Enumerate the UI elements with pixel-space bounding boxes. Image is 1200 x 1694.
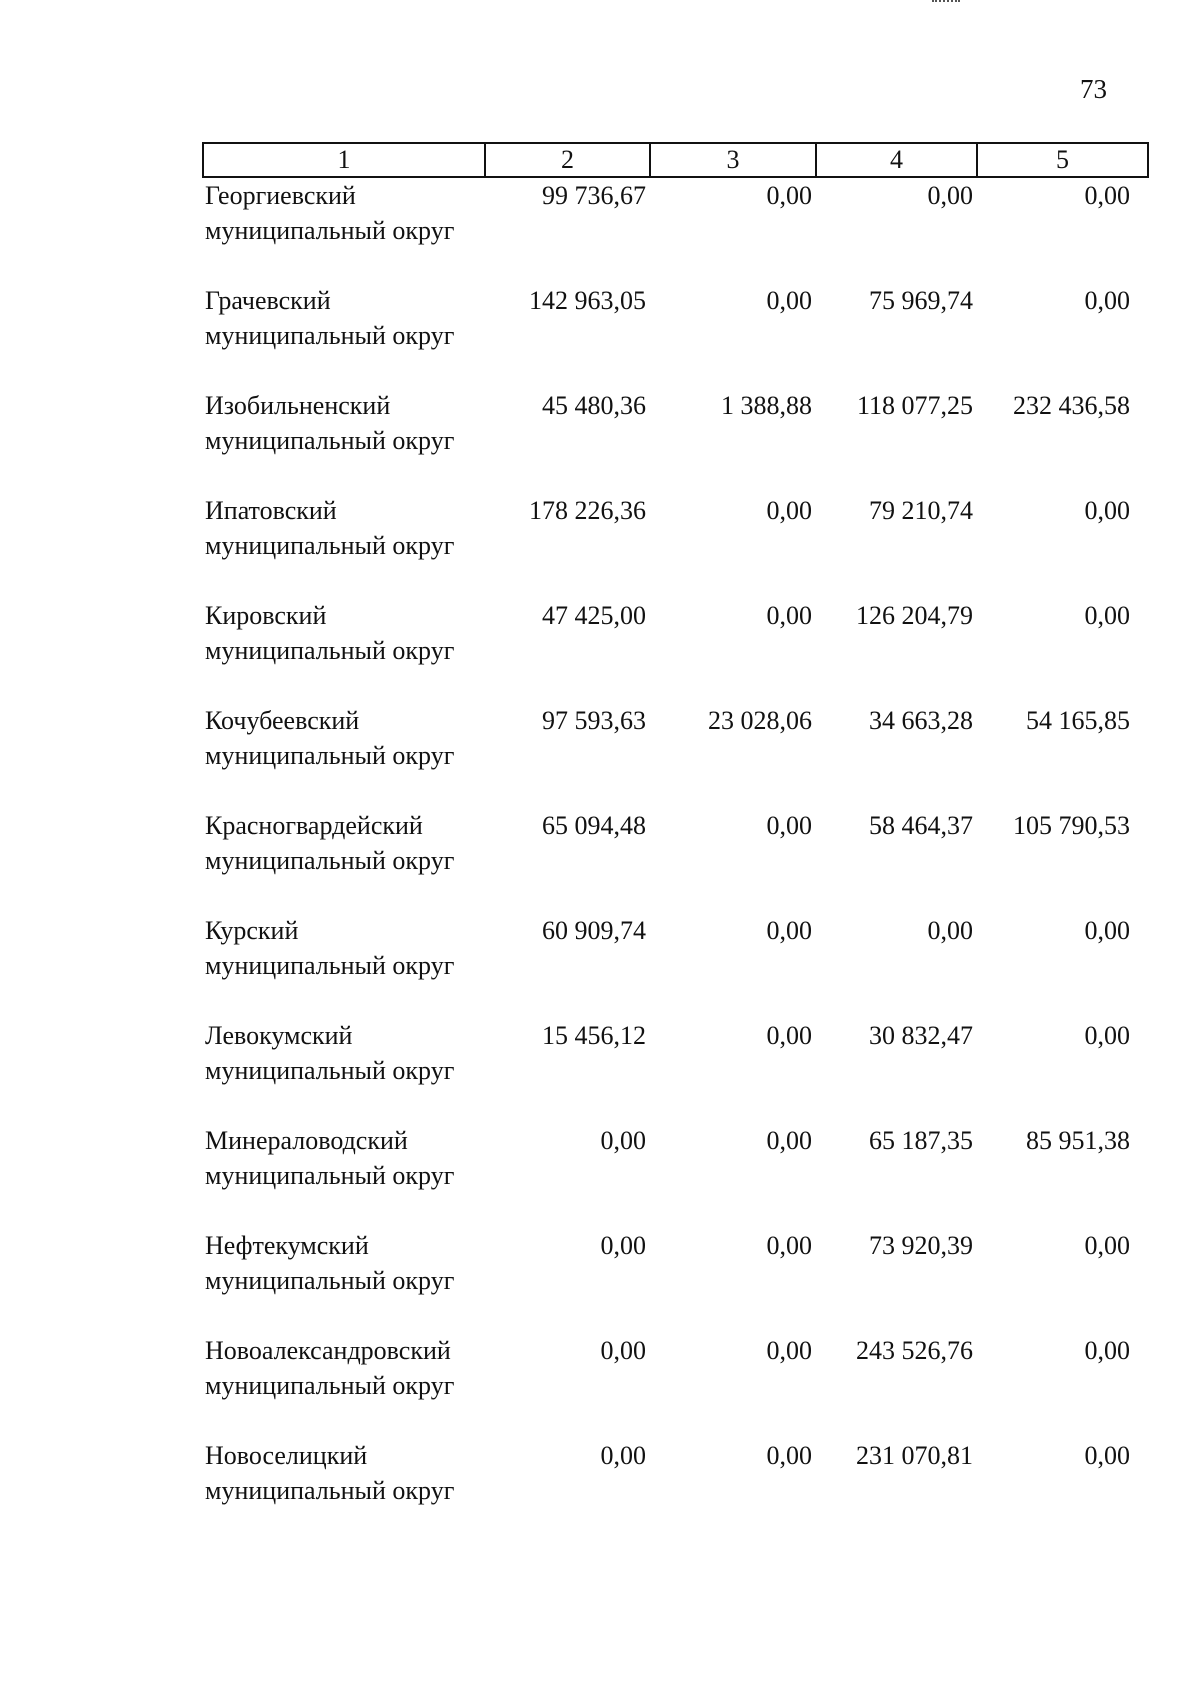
district-type: муниципальный округ bbox=[205, 426, 455, 455]
column-header-1: 1 bbox=[203, 143, 485, 177]
value-cell-col-2: 0,00 bbox=[600, 1126, 646, 1155]
district-name-cell bbox=[203, 1018, 485, 1123]
district-name-cell bbox=[203, 913, 485, 1018]
value-cell-col-2: 60 909,74 bbox=[542, 916, 646, 945]
value-cell-col-3: 0,00 bbox=[766, 181, 812, 210]
district-name: Ипатовский bbox=[205, 496, 337, 525]
column-header-3: 3 bbox=[650, 143, 816, 177]
value-cell-col-5: 54 165,85 bbox=[1026, 706, 1130, 735]
district-type: муниципальный округ bbox=[205, 1056, 455, 1085]
table-row bbox=[203, 493, 1148, 598]
value-cell-col-5: 0,00 bbox=[1084, 1336, 1130, 1365]
value-cell-col-4: 0,00 bbox=[927, 916, 973, 945]
district-name: Курский bbox=[205, 916, 299, 945]
district-name-cell bbox=[203, 703, 485, 808]
value-cell-col-3: 0,00 bbox=[766, 1231, 812, 1260]
table-row bbox=[203, 913, 1148, 1018]
district-type: муниципальный округ bbox=[205, 846, 455, 875]
value-cell-col-4: 75 969,74 bbox=[869, 286, 973, 315]
district-type: муниципальный округ bbox=[205, 1371, 455, 1400]
value-cell-col-4: 231 070,81 bbox=[856, 1441, 973, 1470]
table-row bbox=[203, 703, 1148, 808]
table-row bbox=[203, 388, 1148, 493]
district-type: муниципальный округ bbox=[205, 1161, 455, 1190]
district-name-cell bbox=[203, 1123, 485, 1228]
value-cell-col-4: 30 832,47 bbox=[869, 1021, 973, 1050]
district-type: муниципальный округ bbox=[205, 1266, 455, 1295]
value-cell-col-2: 65 094,48 bbox=[542, 811, 646, 840]
district-type: муниципальный округ bbox=[205, 951, 455, 980]
district-name: Георгиевский bbox=[205, 181, 356, 210]
district-name: Левокумский bbox=[205, 1021, 353, 1050]
value-cell-col-4: 58 464,37 bbox=[869, 811, 973, 840]
value-cell-col-2: 0,00 bbox=[600, 1231, 646, 1260]
column-header-2: 2 bbox=[485, 143, 650, 177]
value-cell-col-3: 1 388,88 bbox=[721, 391, 812, 420]
table-row bbox=[203, 1228, 1148, 1333]
table-row bbox=[203, 177, 1148, 283]
value-cell-col-5: 0,00 bbox=[1084, 496, 1130, 525]
value-cell-col-2: 15 456,12 bbox=[542, 1021, 646, 1050]
value-cell-col-2: 142 963,05 bbox=[529, 286, 646, 315]
value-cell-col-5: 105 790,53 bbox=[1013, 811, 1130, 840]
district-name: Новоселицкий bbox=[205, 1441, 368, 1470]
district-type: муниципальный округ bbox=[205, 216, 455, 245]
district-type: муниципальный округ bbox=[205, 321, 455, 350]
district-name: Кировский bbox=[205, 601, 327, 630]
value-cell-col-4: 0,00 bbox=[927, 181, 973, 210]
table-body bbox=[203, 177, 1148, 1543]
value-cell-col-4: 65 187,35 bbox=[869, 1126, 973, 1155]
table-row bbox=[203, 1438, 1148, 1543]
value-cell-col-5: 0,00 bbox=[1084, 286, 1130, 315]
district-name: Красногвардейский bbox=[205, 811, 423, 840]
scan-mark bbox=[932, 0, 960, 4]
data-table bbox=[202, 142, 1149, 1543]
value-cell-col-3: 0,00 bbox=[766, 286, 812, 315]
value-cell-col-5: 0,00 bbox=[1084, 1021, 1130, 1050]
district-type: муниципальный округ bbox=[205, 741, 455, 770]
value-cell-col-5: 0,00 bbox=[1084, 1231, 1130, 1260]
table-row bbox=[203, 283, 1148, 388]
value-cell-col-2: 178 226,36 bbox=[529, 496, 646, 525]
value-cell-col-4: 118 077,25 bbox=[856, 391, 973, 420]
district-name-cell bbox=[203, 283, 485, 388]
value-cell-col-2: 47 425,00 bbox=[542, 601, 646, 630]
value-cell-col-3: 0,00 bbox=[766, 1441, 812, 1470]
district-name-cell bbox=[203, 177, 485, 283]
value-cell-col-3: 0,00 bbox=[766, 496, 812, 525]
value-cell-col-4: 243 526,76 bbox=[856, 1336, 973, 1365]
district-name-cell bbox=[203, 808, 485, 913]
value-cell-col-5: 85 951,38 bbox=[1026, 1126, 1130, 1155]
value-cell-col-5: 0,00 bbox=[1084, 1441, 1130, 1470]
value-cell-col-3: 0,00 bbox=[766, 811, 812, 840]
column-header-5: 5 bbox=[977, 143, 1148, 177]
table-row bbox=[203, 808, 1148, 913]
table-row bbox=[203, 1018, 1148, 1123]
value-cell-col-2: 0,00 bbox=[600, 1336, 646, 1365]
district-name: Нефтекумский bbox=[205, 1231, 369, 1260]
district-name: Минераловодский bbox=[205, 1126, 408, 1155]
value-cell-col-4: 79 210,74 bbox=[869, 496, 973, 525]
district-name-cell bbox=[203, 1438, 485, 1543]
district-name-cell bbox=[203, 388, 485, 493]
value-cell-col-2: 0,00 bbox=[600, 1441, 646, 1470]
value-cell-col-5: 232 436,58 bbox=[1013, 391, 1130, 420]
value-cell-col-2: 97 593,63 bbox=[542, 706, 646, 735]
value-cell-col-4: 34 663,28 bbox=[869, 706, 973, 735]
district-name: Новоалександровский bbox=[205, 1336, 451, 1365]
value-cell-col-4: 73 920,39 bbox=[869, 1231, 973, 1260]
value-cell-col-5: 0,00 bbox=[1084, 601, 1130, 630]
value-cell-col-3: 23 028,06 bbox=[708, 706, 812, 735]
value-cell-col-3: 0,00 bbox=[766, 1336, 812, 1365]
district-type: муниципальный округ bbox=[205, 636, 455, 665]
value-cell-col-4: 126 204,79 bbox=[856, 601, 973, 630]
page-number: 73 bbox=[1080, 74, 1107, 104]
value-cell-col-3: 0,00 bbox=[766, 916, 812, 945]
district-name-cell bbox=[203, 1228, 485, 1333]
district-name: Грачевский bbox=[205, 286, 331, 315]
district-name: Кочубеевский bbox=[205, 706, 360, 735]
district-name-cell bbox=[203, 1333, 485, 1438]
district-name-cell bbox=[203, 598, 485, 703]
district-type: муниципальный округ bbox=[205, 1476, 455, 1505]
value-cell-col-2: 45 480,36 bbox=[542, 391, 646, 420]
value-cell-col-3: 0,00 bbox=[766, 601, 812, 630]
table-header bbox=[203, 143, 1148, 177]
district-type: муниципальный округ bbox=[205, 531, 455, 560]
value-cell-col-2: 99 736,67 bbox=[542, 181, 646, 210]
value-cell-col-5: 0,00 bbox=[1084, 181, 1130, 210]
value-cell-col-3: 0,00 bbox=[766, 1126, 812, 1155]
table-row bbox=[203, 1333, 1148, 1438]
header-row bbox=[203, 143, 1148, 177]
district-name-cell bbox=[203, 493, 485, 598]
value-cell-col-5: 0,00 bbox=[1084, 916, 1130, 945]
table-row bbox=[203, 598, 1148, 703]
table-row bbox=[203, 1123, 1148, 1228]
column-header-4: 4 bbox=[816, 143, 977, 177]
value-cell-col-3: 0,00 bbox=[766, 1021, 812, 1050]
district-name: Изобильненский bbox=[205, 391, 391, 420]
